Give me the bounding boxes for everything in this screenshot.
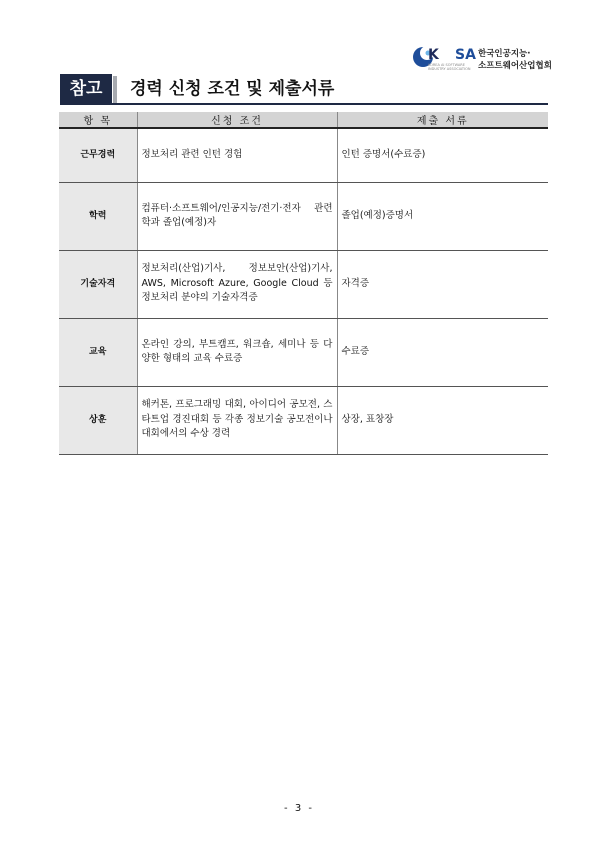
row-condition: 온라인 강의, 부트캠프, 워크숍, 세미나 등 다양한 형태의 교육 수료증: [137, 318, 337, 386]
kosa-logo: [412, 44, 552, 74]
row-item: 학력: [59, 182, 137, 250]
row-item: 근무경력: [59, 128, 137, 182]
logo-subtitle: KOREA AI SOFTWARE INDUSTRY ASSOCIATION: [428, 63, 471, 71]
row-docs: 인턴 증명서(수료증): [337, 128, 548, 182]
table-row: [59, 318, 548, 386]
row-item: 기술자격: [59, 250, 137, 318]
table-row: [59, 182, 548, 250]
row-docs: 수료증: [337, 318, 548, 386]
header-condition: 신청 조건: [137, 112, 337, 128]
section-heading: [60, 74, 548, 104]
logo-letter-k: K: [428, 47, 440, 63]
row-docs: 상장, 표창장: [337, 386, 548, 454]
row-item: 교육: [59, 318, 137, 386]
section-underline: [60, 103, 548, 105]
table-row: [59, 128, 548, 182]
header-docs: 제출 서류: [337, 112, 548, 128]
row-condition: 컴퓨터·소프트웨어/인공지능/전기·전자 관련 학과 졸업(예정)자: [137, 182, 337, 250]
row-item: 상훈: [59, 386, 137, 454]
page-number: - 3 -: [284, 803, 314, 814]
table-header-row: [59, 112, 548, 128]
logo-letters-sa: SA: [455, 47, 476, 63]
section-title: 경력 신청 조건 및 제출서류: [130, 79, 335, 99]
row-condition: 정보처리 관련 인턴 경험: [137, 128, 337, 182]
section-tag-shadow: [113, 76, 117, 104]
section-tag: 참고: [60, 74, 112, 104]
row-docs: 졸업(예정)증명서: [337, 182, 548, 250]
table-row: [59, 250, 548, 318]
requirements-table: [59, 112, 548, 455]
logo-org-line2: 소프트웨어산업협회: [478, 61, 552, 71]
row-docs: 자격증: [337, 250, 548, 318]
logo-org-line1: 한국인공지능·: [478, 49, 531, 59]
header-item: 항 목: [59, 112, 137, 128]
row-condition: 해커톤, 프로그래밍 대회, 아이디어 공모전, 스타트업 경진대회 등 각종 정보기술 공모전이나 대회에서의 수상 경력: [137, 386, 337, 454]
row-condition: 정보처리(산업)기사, 정보보안(산업)기사, AWS, Microsoft Azure, Google Cloud 등 정보처리 분야의 기술자격증: [137, 250, 337, 318]
table-row: [59, 386, 548, 454]
